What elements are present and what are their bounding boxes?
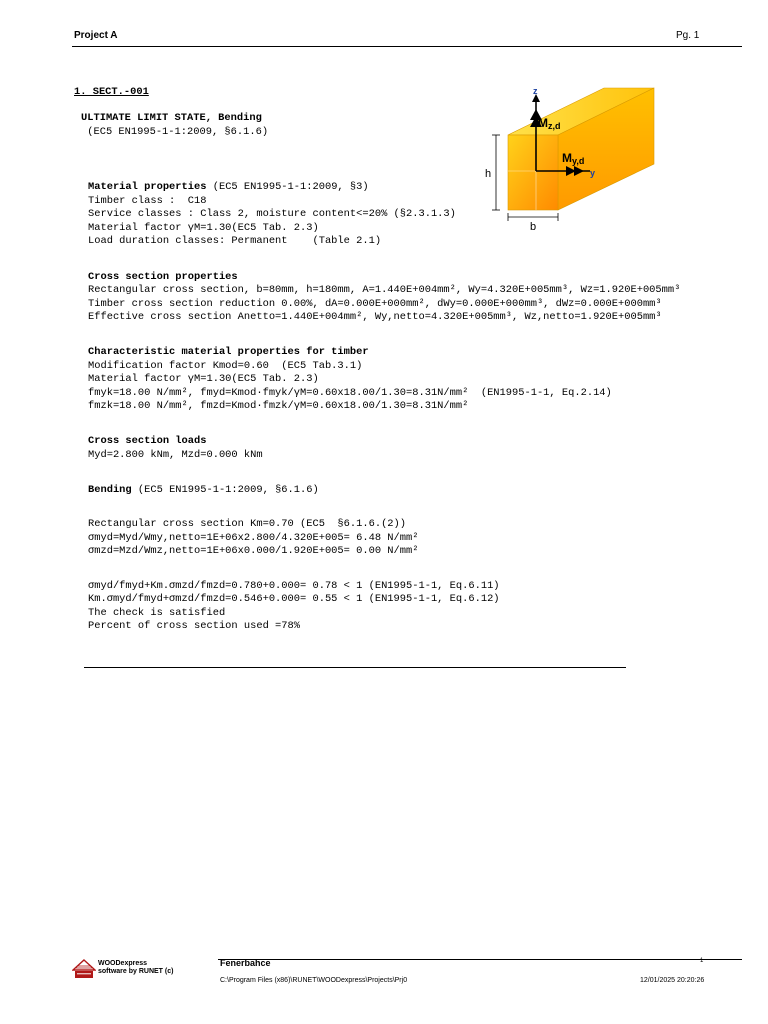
- characteristic-line: fmzk=18.00 N/mm², fmzd=Kmod·fmzk/γM=0.60x18.00/1.30=8.31N/mm²: [88, 400, 469, 413]
- cross-section-heading: Cross section properties: [88, 270, 238, 283]
- characteristic-heading: Characteristic material properties for timber: [88, 346, 369, 358]
- loads-line: Myd=2.800 kNm, Mzd=0.000 kNm: [88, 448, 263, 461]
- cross-section-line: Timber cross section reduction 0.00%, dA=0.000E+000mm², dWy=0.000E+000mm³, dWz=0.000E+000mm³: [88, 297, 662, 310]
- mz-label: Mz,d: [538, 116, 561, 131]
- material-line: Service classes : Class 2, moisture content<=20% (§2.3.1.3): [88, 208, 456, 221]
- characteristic-line: Material factor γM=1.30(EC5 Tab. 2.3): [88, 373, 319, 386]
- material-heading-line: [88, 181, 369, 195]
- page-number: Pg. 1: [676, 30, 700, 41]
- check-line: Km.σmyd/fmyd+σmzd/fmzd=0.546+0.000= 0.55 < 1 (EN1995-1-1, Eq.6.12): [88, 593, 500, 606]
- bending-line: Rectangular cross section Km=0.70 (EC5 §6.1.6.(2)): [88, 518, 407, 530]
- material-ref: (EC5 EN1995-1-1:2009, §3): [206, 181, 369, 193]
- footer-file-path: C:\Program Files (x86)\RUNET\WOODexpress\Projects\Prj0: [220, 977, 408, 984]
- material-line: Load duration classes: Permanent (Table 2.1): [88, 235, 382, 248]
- footer-page-number: 1: [700, 958, 704, 964]
- section-title: 1. SECT.-001: [74, 86, 149, 98]
- header-divider: [72, 46, 742, 47]
- footer-divider: [218, 959, 742, 960]
- footer-brand-credit: software by RUNET (c): [98, 968, 174, 975]
- section-heading: ULTIMATE LIMIT STATE, Bending: [81, 112, 262, 124]
- project-title: Project A: [74, 30, 118, 41]
- characteristic-line: fmyk=18.00 N/mm², fmyd=Kmod·fmyk/γM=0.60x18.00/1.30=8.31N/mm² (EN1995-1-1, Eq.2.14): [88, 386, 612, 399]
- z-axis-label: z: [533, 86, 538, 96]
- section-end-divider: [84, 667, 626, 668]
- check-result: The check is satisfied: [88, 606, 226, 619]
- characteristic-line: Modification factor Kmod=0.60 (EC5 Tab.3.1): [88, 359, 363, 372]
- material-heading: Material properties: [88, 181, 207, 193]
- footer-datetime: 12/01/2025 20:20:26: [640, 977, 705, 984]
- loads-heading: Cross section loads: [88, 435, 207, 447]
- bending-heading: Bending: [88, 484, 132, 496]
- check-line: σmyd/fmyd+Km.σmzd/fmzd=0.780+0.000= 0.78 < 1 (EN1995-1-1, Eq.6.11): [88, 579, 500, 592]
- beam-front-face: [508, 135, 558, 210]
- material-line: Material factor γM=1.30(EC5 Tab. 2.3): [88, 221, 319, 234]
- section-reference: (EC5 EN1995-1-1:2009, §6.1.6): [81, 125, 269, 138]
- footer-brand: [98, 960, 173, 976]
- b-label: b: [530, 221, 537, 233]
- check-percent: Percent of cross section used =78%: [88, 620, 301, 633]
- woodexpress-logo-icon: [72, 958, 96, 980]
- bending-heading-line: [88, 484, 319, 498]
- my-label: My,d: [562, 151, 585, 166]
- material-line: Timber class : C18: [88, 194, 207, 207]
- footer-project-name: Fenerbahce: [220, 958, 271, 968]
- h-label: h: [485, 168, 492, 180]
- bending-line: σmyd=Myd/Wmy,netto=1E+06x2.800/4.320E+005= 6.48 N/mm²: [88, 531, 419, 544]
- footer-brand-name: WOODexpress: [98, 960, 148, 967]
- cross-section-line: Effective cross section Anetto=1.440E+004mm², Wy,netto=4.320E+005mm³, Wz,netto=1.920E+005mm³: [88, 311, 662, 324]
- cross-section-line: Rectangular cross section, b=80mm, h=180mm, A=1.440E+004mm², Wy=4.320E+005mm³, Wz=1.920E+005mm³: [88, 284, 681, 297]
- y-axis-label: y: [590, 168, 596, 178]
- bending-ref: (EC5 EN1995-1-1:2009, §6.1.6): [131, 484, 319, 496]
- bending-line: σmzd=Mzd/Wmz,netto=1E+06x0.000/1.920E+005= 0.00 N/mm²: [88, 545, 419, 558]
- beam-diagram: [478, 84, 668, 236]
